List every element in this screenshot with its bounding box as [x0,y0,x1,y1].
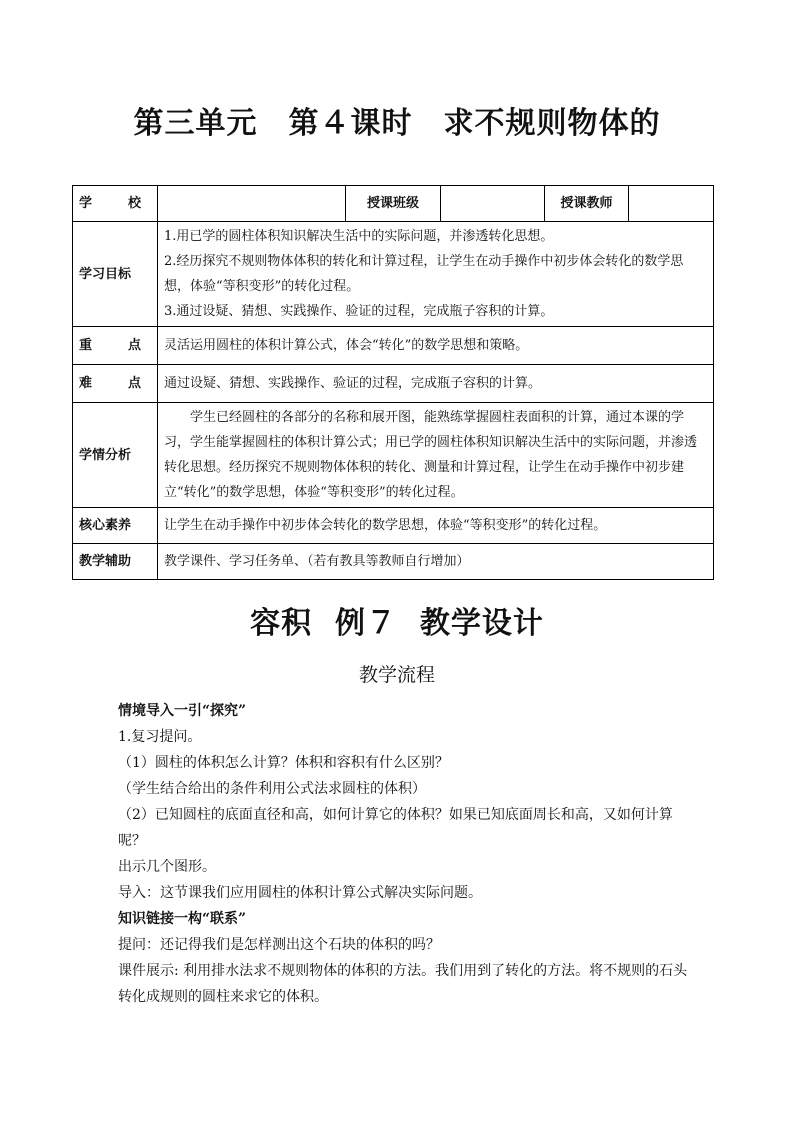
teacher-label: 授课教师 [545,186,629,222]
class-label: 授课班级 [346,186,441,222]
body-line: 1.复习提问。 [118,729,202,745]
body-line: 提问：还记得我们是怎样测出这个石块的体积的吗？ [118,937,440,953]
aids-value: 教学课件、学习任务单、（若有教具等教师自行增加） [158,544,714,580]
row-objectives [73,222,714,327]
difficulty-value: 通过设疑、猜想、实践操作、验证的过程，完成瓶子容积的计算。 [158,365,714,403]
section-heading: 知识链接一构“联系” [118,911,247,927]
body-line: （1）圆柱的体积怎么计算？体积和容积有什么区别？ [118,755,449,771]
body-line: （学生结合给出的条件利用公式法求圆柱的体积） [118,781,426,797]
lesson-body [118,698,688,1010]
objective-item: 3.通过设疑、猜想、实践操作、验证的过程，完成瓶子容积的计算。 [164,304,554,319]
body-line: 课件展示: 利用排水法求不规则物体的体积的方法。我们用到了转化的方法。将不规则的石头转化成规则的圆柱来求它的体积。 [118,963,688,1005]
document-title-line1: 第三单元 第４课时 求不规则物体的 [133,106,661,141]
literacy-label: 核心素养 [73,508,158,544]
lesson-info-table [72,185,714,580]
row-key-point [73,327,714,365]
school-label: 学 校 [73,186,158,222]
key-label: 重 点 [73,327,158,365]
difficulty-label: 难 点 [73,365,158,403]
analysis-value: 学生已经圆柱的各部分的名称和展开图，能熟练掌握圆柱表面积的计算，通过本课的学习，学生能掌握圆柱的体积计算公式；用已学的圆柱体积知识解决生活中的实际问题，并渗透转化思想。经历探究不规则物体体积的转化、测量和计算过程，让学生在动手操作中初步建立“转化”的数学思想，体验“等积变形”的转化过程。 [158,403,714,508]
objective-item: 1.用已学的圆柱体积知识解决生活中的实际问题，并渗透转化思想。 [164,229,554,244]
row-aids [73,544,714,580]
objectives-label: 学习目标 [73,222,158,327]
aids-label: 教学辅助 [73,544,158,580]
literacy-value: 让学生在动手操作中初步体会转化的数学思想，体验“等积变形”的转化过程。 [158,508,714,544]
key-value: 灵活运用圆柱的体积计算公式，体会“转化”的数学思想和策略。 [158,327,714,365]
body-line: （2）已知圆柱的底面直径和高，如何计算它的体积？如果已知底面周长和高，又如何计算呢？ [118,807,673,849]
school-value [158,186,346,222]
analysis-label: 学情分析 [73,403,158,508]
row-difficulty [73,365,714,403]
class-value [441,186,545,222]
body-line: 导入：这节课我们应用圆柱的体积计算公式解决实际问题。 [118,885,482,901]
teacher-value [629,186,714,222]
objective-item: 2.经历探究不规则物体体积的转化和计算过程，让学生在动手操作中初步体会转化的数学思想，体验“等积变形”的转化过程。 [164,254,684,294]
section-heading: 情境导入一引“探究” [118,703,247,719]
document-title-line2: 容积 例７ 教学设计 [250,606,544,641]
row-literacy [73,508,714,544]
row-analysis [73,403,714,508]
objectives-cell [158,222,714,327]
flow-title: 教学流程 [358,664,435,686]
body-line: 出示几个图形。 [118,859,216,875]
row-school [73,186,714,222]
